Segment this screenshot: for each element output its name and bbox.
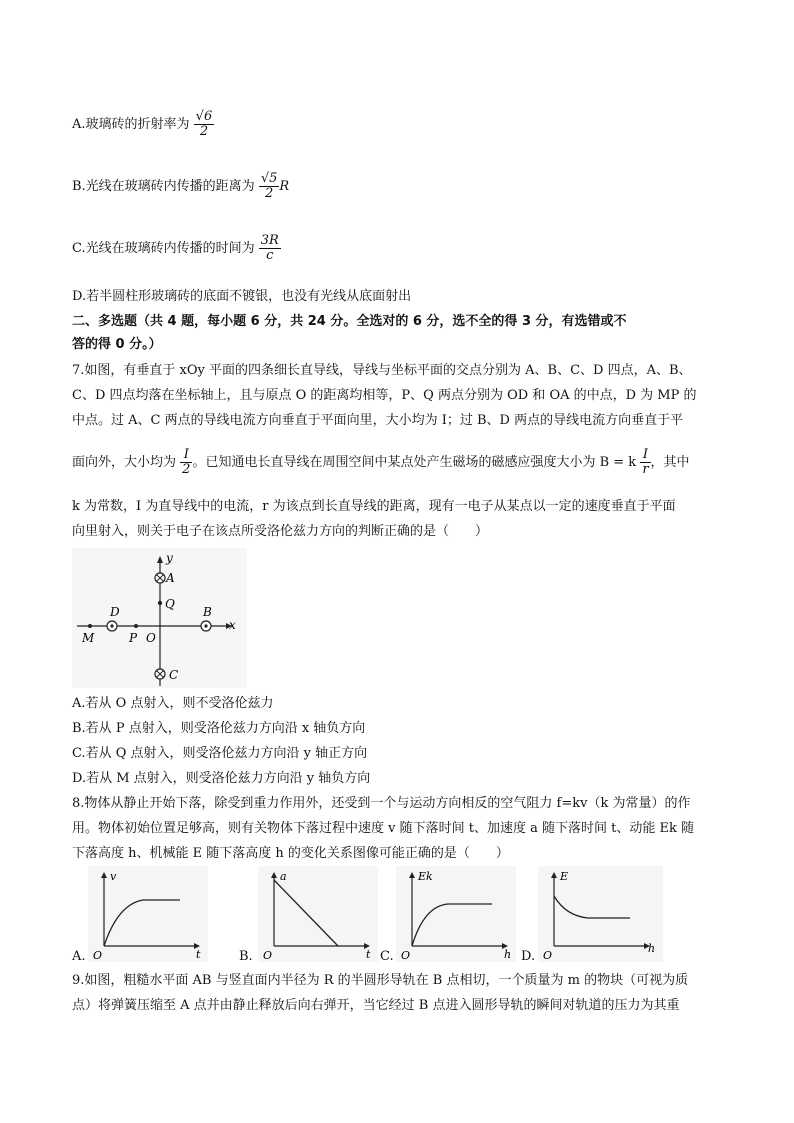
option-6a xyxy=(72,110,214,139)
graph-d-xlabel: h xyxy=(648,942,656,955)
q7-fraction-2 xyxy=(640,448,650,477)
fraction-denominator: 2 xyxy=(182,462,191,477)
q8-option-d-label: D. xyxy=(521,949,536,964)
q7-fraction-1 xyxy=(180,448,192,477)
q7-line6: 向里射入，则关于电子在该点所受洛伦兹力方向的判断正确的是（ ） xyxy=(72,524,489,539)
graph-c-origin: O xyxy=(401,949,411,962)
label-O: O xyxy=(146,631,156,645)
point-M xyxy=(88,624,92,628)
q8-graph-c xyxy=(396,866,516,962)
q7-line4-b: 。已知通电长直导线在周围空间中某点处产生磁场的磁感应强度大小为 B = k xyxy=(192,455,637,470)
q9-line2: 点）将弹簧压缩至 A 点并由静止释放后向右弹开，当它经过 B 点进入圆形导轨的瞬间对轨道的压力为其重 xyxy=(72,998,680,1013)
fraction-numerator: I xyxy=(180,448,192,463)
option-6b-suffix: R xyxy=(279,179,290,194)
q7-line4 xyxy=(72,448,690,477)
point-P xyxy=(134,624,138,628)
graph-c-ylabel: Ek xyxy=(418,870,433,883)
fraction-denominator: 2 xyxy=(199,124,209,139)
q7-line3: 中点。过 A、C 两点的导线电流方向垂直于平面向里，大小均为 I；过 B、D 两点的导线电流方向垂直于平 xyxy=(72,413,684,428)
fraction-numerator: √5 xyxy=(260,171,278,186)
q8-option-a-label: A. xyxy=(72,949,86,964)
fraction-denominator: r xyxy=(642,462,649,477)
q7-line5: k 为常数，I 为直导线中的电流，r 为该点到长直导线的距离，现有一电子从某点以一定的速度垂直于平面 xyxy=(72,499,676,514)
label-A: A xyxy=(166,571,175,585)
q8-line1: 8.物体从静止开始下落，除受到重力作用外，还受到一个与运动方向相反的空气阻力 f=kv（k 为常量）的作 xyxy=(72,796,691,811)
q7-option-c: C.若从 Q 点射入，则受洛伦兹力方向沿 y 轴正方向 xyxy=(72,746,368,761)
q7-line2: C、D 四点均落在坐标轴上，且与原点 O 的距离均相等，P、Q 两点分别为 OD 和 OA 的中点，D 为 MP 的 xyxy=(72,388,697,403)
q8-graph-b xyxy=(258,866,378,962)
graph-d-ylabel: E xyxy=(560,870,569,883)
fraction-numerator: 3R xyxy=(260,233,279,248)
label-P: P xyxy=(129,631,138,645)
graph-b-ylabel: a xyxy=(280,870,287,883)
graph-background xyxy=(258,866,378,962)
dot-mark xyxy=(204,624,207,627)
graph-a-ylabel: v xyxy=(110,870,117,883)
q7-coordinate-figure xyxy=(72,548,247,688)
fraction-denominator: 2 xyxy=(264,186,274,201)
option-6b xyxy=(72,172,289,201)
graph-a-xlabel: t xyxy=(196,948,201,961)
point-Q xyxy=(158,601,162,605)
label-B: B xyxy=(203,605,212,619)
graph-c-xlabel: h xyxy=(504,948,512,961)
q9-line1: 9.如图，粗糙水平面 AB 与竖直面内半径为 R 的半圆形导轨在 B 点相切，一个质量为 m 的物块（可视为质 xyxy=(72,973,689,988)
q7-line4-a: 面向外，大小均为 xyxy=(72,455,177,470)
label-C: C xyxy=(169,668,179,682)
option-6c-fraction xyxy=(259,234,281,263)
q8-option-b-label: B. xyxy=(239,949,253,964)
q7-option-d: D.若从 M 点射入，则受洛伦兹力方向沿 y 轴负方向 xyxy=(72,771,371,786)
option-6b-text: B.光线在玻璃砖内传播的距离为 xyxy=(72,179,255,194)
label-M: M xyxy=(82,631,95,645)
q7-option-b: B.若从 P 点射入，则受洛伦兹力方向沿 x 轴负方向 xyxy=(72,721,366,736)
q8-line3: 下落高度 h、机械能 E 随下落高度 h 的变化关系图像可能正确的是（ ） xyxy=(72,846,509,861)
fraction-denominator: c xyxy=(266,248,274,263)
option-6a-text: A.玻璃砖的折射率为 xyxy=(72,117,190,132)
q8-option-c-label: C. xyxy=(380,949,394,964)
q8-line2: 用。物体初始位置足够高，则有关物体下落过程中速度 v 随下落时间 t、加速度 a 随下落时间 t、动能 Ek 随 xyxy=(72,821,694,836)
graph-background xyxy=(396,866,516,962)
label-x: x xyxy=(229,618,236,632)
graph-d-origin: O xyxy=(543,949,553,962)
section-heading-line1: 二、多选题（共 4 题，每小题 6 分，共 24 分。全选对的 6 分，选不全的得 3 分，有选错或不 xyxy=(72,314,627,329)
fraction-numerator: I xyxy=(640,448,650,463)
option-6c-text: C.光线在玻璃砖内传播的时间为 xyxy=(72,241,255,256)
q8-graph-d xyxy=(538,866,663,962)
option-6d: D.若半圆柱形玻璃砖的底面不镀银，也没有光线从底面射出 xyxy=(72,289,412,304)
option-6c xyxy=(72,234,281,263)
graph-b-xlabel: t xyxy=(366,948,371,961)
q7-line4-c: ，其中 xyxy=(650,455,690,470)
q8-graph-a xyxy=(88,866,208,962)
label-y: y xyxy=(166,551,173,565)
q7-option-a: A.若从 O 点射入，则不受洛伦兹力 xyxy=(72,696,274,711)
graph-a-origin: O xyxy=(93,949,103,962)
q7-line1: 7.如图，有垂直于 xOy 平面的四条细长直导线，导线与坐标平面的交点分别为 A、B、C、D 四点，A、B、 xyxy=(72,363,692,378)
section-heading-line2: 答的得 0 分。） xyxy=(72,337,162,352)
graph-b-origin: O xyxy=(263,949,273,962)
fraction-numerator: √6 xyxy=(195,109,213,124)
option-6b-fraction xyxy=(259,172,280,201)
graph-background xyxy=(88,866,208,962)
option-6a-fraction xyxy=(194,110,215,139)
label-Q: Q xyxy=(165,597,175,611)
dot-mark xyxy=(110,624,113,627)
label-D: D xyxy=(110,605,120,619)
